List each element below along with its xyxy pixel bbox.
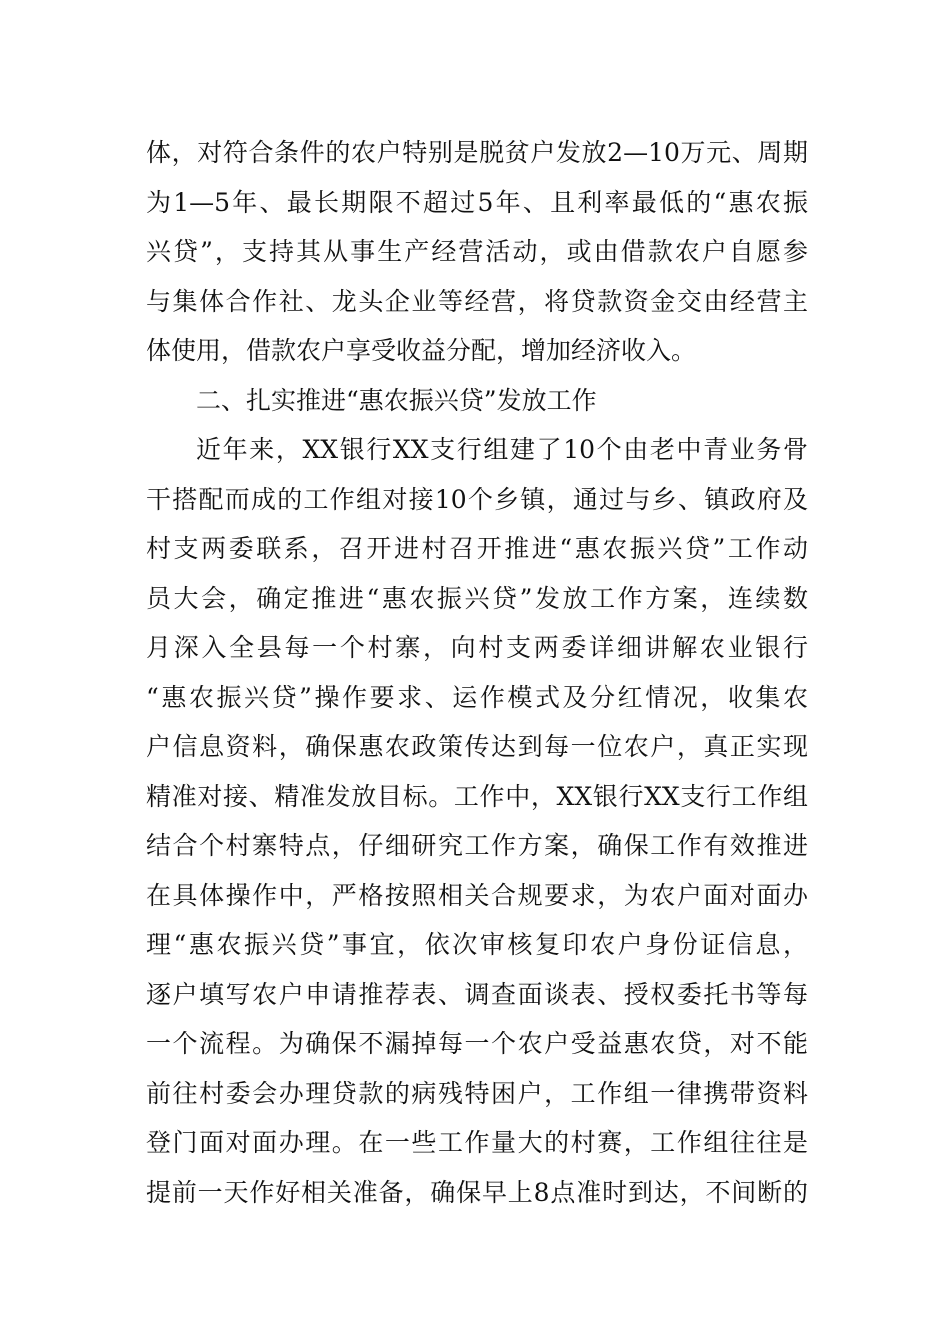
paragraph-line: 登门面对面办理。在一些工作量大的村赛，工作组往往是	[146, 1128, 808, 1157]
paragraph-line: 兴贷”，支持其从事生产经营活动，或由借款农户自愿参	[146, 237, 808, 266]
paragraph-line: 干搭配而成的工作组对接10个乡镇，通过与乡、镇政府及	[146, 484, 808, 514]
paragraph-line: 村支两委联系，召开进村召开推进“惠农振兴贷”工作动	[146, 534, 808, 563]
paragraph-line: 体使用，借款农户享受收益分配，增加经济收入。	[146, 336, 697, 365]
paragraph-line: “惠农振兴贷”操作要求、运作模式及分红情况，收集农	[146, 682, 808, 712]
paragraph-line: 精准对接、精准发放目标。工作中，XX银行XX支行工作组	[146, 781, 808, 811]
paragraph-line: 提前一天作好相关准备，确保早上8点准时到达，不间断的	[146, 1177, 808, 1207]
paragraph-line: 前往村委会办理贷款的病残特困户，工作组一律携带资料	[146, 1078, 808, 1108]
body-text	[146, 128, 808, 1217]
paragraph-line: 月深入全县每一个村寨，向村支两委详细讲解农业银行	[146, 633, 808, 662]
paragraph-line: 体，对符合条件的农户特别是脱贫户发放2—10万元、周期	[146, 138, 808, 167]
paragraph-line: 为1—5年、最长期限不超过5年、且利率最低的“惠农振	[146, 187, 808, 217]
paragraph-line: 户信息资料，确保惠农政策传达到每一位农户，真正实现	[146, 732, 808, 761]
paragraph-line: 近年来，XX银行XX支行组建了10个由老中青业务骨	[196, 435, 808, 464]
paragraph-line: 逐户填写农户申请推荐表、调查面谈表、授权委托书等每	[146, 979, 808, 1009]
paragraph-line: 在具体操作中，严格按照相关合规要求，为农户面对面办	[146, 880, 808, 910]
paragraph-line: 与集体合作社、龙头企业等经营，将贷款资金交由经营主	[146, 286, 808, 316]
paragraph-line: 一个流程。为确保不漏掉每一个农户受益惠农贷，对不能	[146, 1029, 808, 1058]
paragraph-line: 结合个村寨特点，仔细研究工作方案，确保工作有效推进	[146, 831, 808, 860]
paragraph-line: 员大会，确定推进“惠农振兴贷”发放工作方案，连续数	[146, 583, 808, 613]
paragraph-line: 理“惠农振兴贷”事宜，依次审核复印农户身份证信息，	[146, 930, 808, 959]
section-heading: 二、扎实推进“惠农振兴贷”发放工作	[196, 385, 597, 415]
